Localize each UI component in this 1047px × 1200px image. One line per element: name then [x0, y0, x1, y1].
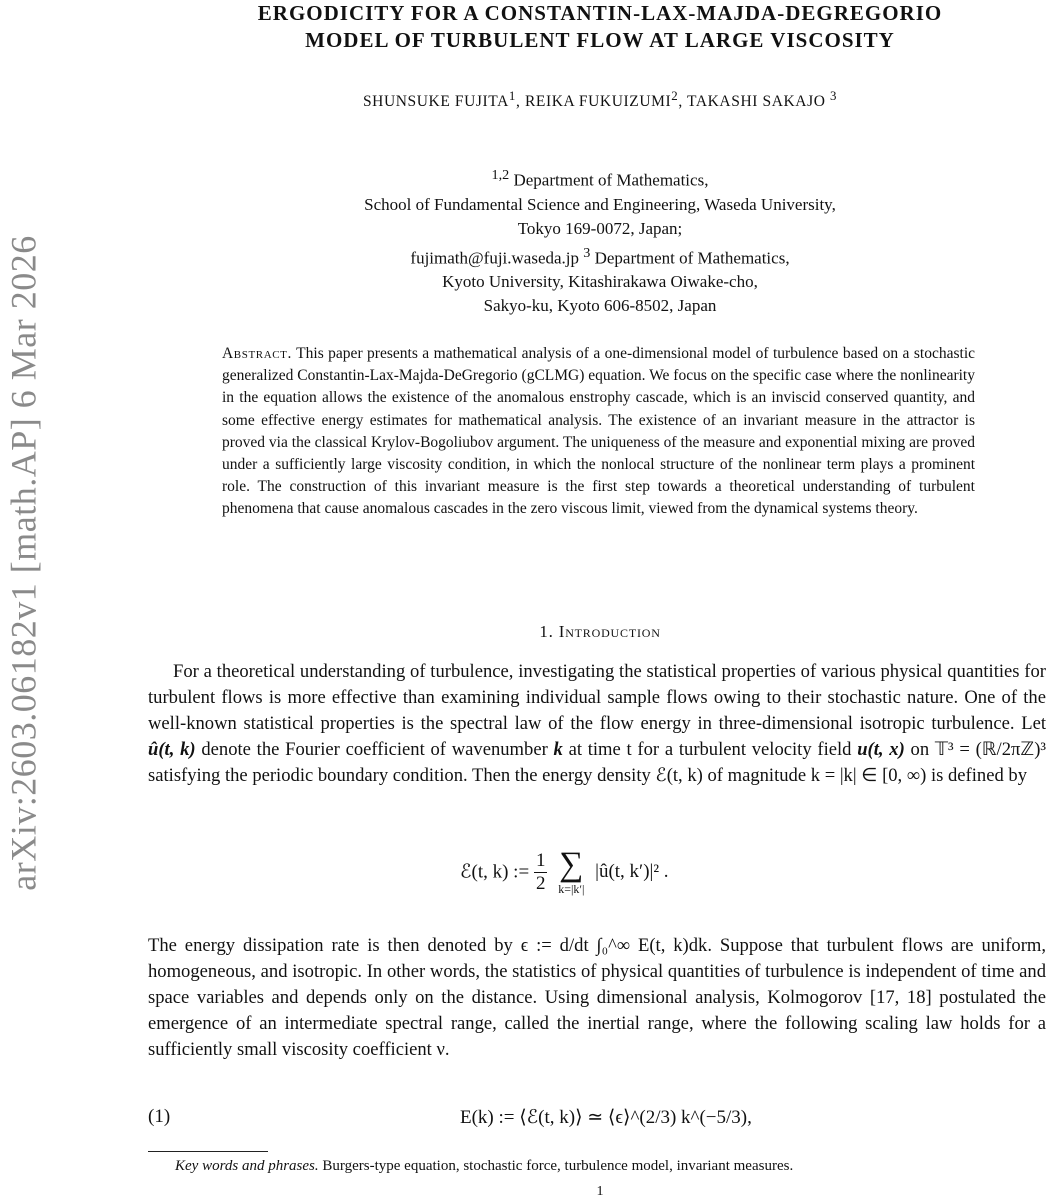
summation-subscript: k=|k′|	[558, 882, 585, 896]
energy-equation-rhs: |û(t, k′)|² .	[595, 861, 669, 882]
energy-density-equation	[460, 848, 669, 896]
keywords-label: Key words and phrases.	[175, 1158, 319, 1174]
equation-1-label	[148, 1106, 170, 1128]
summation-symbol: ∑	[559, 846, 584, 883]
author-1: SHUNSUKE FUJITA	[362, 93, 509, 111]
page-number: 1	[596, 1184, 604, 1199]
fraction-denominator: 2	[535, 872, 546, 894]
intro-p1-text-d: on 𝕋³ = (ℝ/2πℤ)³ satisfying the periodic boundary condition. Then the energy density ℰ(t, k) of magnitude k = |k| ∈ [0, ∞) is defined by	[148, 738, 1046, 786]
author-list: SHUNSUKE FUJITA$^1$, REIKA FUKUIZUMI$^2$, TAKASHI SAKAJO $^3$	[362, 88, 838, 111]
affiliation-line-6: Sakyo-ku, Kyoto 606-8502, Japan	[483, 296, 717, 316]
affiliation-line-4: Department of Mathematics,	[594, 248, 790, 268]
title-line-1: ERGODICITY FOR A CONSTANTIN-LAX-MAJDA-DEGREGORIO	[257, 1, 943, 25]
abstract-label: Abstract.	[222, 345, 292, 362]
author-2-affiliation-mark: 2	[671, 88, 679, 103]
keywords-text: Burgers-type equation, stochastic force, turbulence model, invariant measures.	[322, 1158, 794, 1174]
intro-paragraph-1	[148, 659, 1046, 789]
one-half-fraction	[534, 850, 548, 895]
intro-p1-text-b: denote the Fourier coefficient of wavenumber	[201, 738, 548, 760]
affiliation-mark-1-2: 1,2	[491, 167, 510, 183]
abstract	[222, 343, 975, 521]
intro-paragraph-2	[148, 933, 1046, 1063]
intro-p1-text-c: at time t for a turbulent velocity field	[568, 738, 852, 760]
affiliation-line-5: Kyoto University, Kitashirakawa Oiwake-cho,	[442, 272, 758, 292]
keywords-footnote	[175, 1158, 1035, 1175]
intro-p1-k: k	[553, 738, 563, 760]
author-3: TAKASHI SAKAJO	[687, 93, 826, 111]
intro-p1-uhat: û(t, k)	[148, 738, 196, 760]
affiliation-line-2: School of Fundamental Science and Engineering, Waseda University,	[364, 194, 836, 214]
paper-title	[150, 0, 1047, 54]
fraction-numerator: 1	[535, 849, 546, 871]
kolmogorov-scaling-equation	[460, 1106, 752, 1129]
equation-1-number: (1)	[148, 1106, 171, 1127]
title-line-2: MODEL OF TURBULENT FLOW AT LARGE VISCOSITY	[305, 28, 895, 52]
author-3-affiliation-mark: 3	[830, 88, 838, 103]
summation	[558, 848, 584, 896]
affiliation-line-3: Tokyo 169-0072, Japan;	[517, 218, 683, 238]
energy-equation-lhs: ℰ(t, k) :=	[460, 861, 530, 883]
equation-1-body: E(k) := ⟨ℰ(t, k)⟩ ≃ ⟨ϵ⟩^(2/3) k^(−5/3),	[460, 1107, 752, 1128]
section-title: Introduction	[558, 622, 661, 641]
author-email: fujimath@fuji.waseda.jp	[410, 248, 580, 268]
abstract-text: This paper presents a mathematical analysis of a one-dimensional model of turbulence based on a stochastic generalized Constantin-Lax-Majda-DeGregorio (gCLMG) equation. We focus on the specific case where the nonlinearity in the equation allows the existence of the anomalous enstrophy cascade, which is an inviscid conserved quantity, and some effective energy estimates for mathematical analysis. The existence of an invariant measure in the attractor is proved via the classical Krylov-Bogoliubov argument. The uniqueness of the measure and exponential mixing are proved under a sufficiently large viscosity condition, in which the nonlocal structure of the nonlinear term plays a prominent role. The construction of this invariant measure is the first step towards a theoretical understanding of turbulent phenomena that cause anomalous cascades in the zero viscous limit, viewed from the dynamical systems theory.	[222, 345, 975, 518]
intro-p1-u: u(t, x)	[857, 738, 905, 760]
affiliation-line-1: Department of Mathematics,	[513, 170, 709, 190]
arxiv-identifier-text: arXiv:2603.06182v1 [math.AP] 6 Mar 2026	[4, 234, 44, 891]
affiliation-mark-3: 3	[583, 244, 591, 261]
intro-p2-text: The energy dissipation rate is then denoted by ϵ := d/dt ∫₀^∞ E(t, k)dk. Suppose that turbulent flows are uniform, homogeneous, and isotropic. In other words, the statistics of physical quantities of turbulence is independent of time and space variables and depends only on the distance. Using dimensional analysis, Kolmogorov [17, 18] postulated the emergence of an intermediate spectral range, called the inertial range, where the following scaling law holds for a sufficiently small viscosity coefficient ν.	[148, 935, 1046, 1060]
section-heading-introduction	[150, 622, 1047, 642]
intro-p1-text-a: For a theoretical understanding of turbulence, investigating the statistical properties of various physical quantities for turbulent flows is more effective than examining individual sample flows owing to their stochastic nature. One of the well-known statistical properties is the spectral law of the flow energy in three-dimensional isotropic turbulence. Let	[148, 661, 1046, 734]
author-1-affiliation-mark: 1	[508, 88, 516, 103]
section-number: 1.	[539, 622, 554, 641]
affiliations	[150, 163, 1047, 318]
author-2: REIKA FUKUIZUMI	[524, 93, 672, 111]
arxiv-identifier-stamp	[2, 190, 46, 935]
footnote-divider	[148, 1151, 268, 1152]
